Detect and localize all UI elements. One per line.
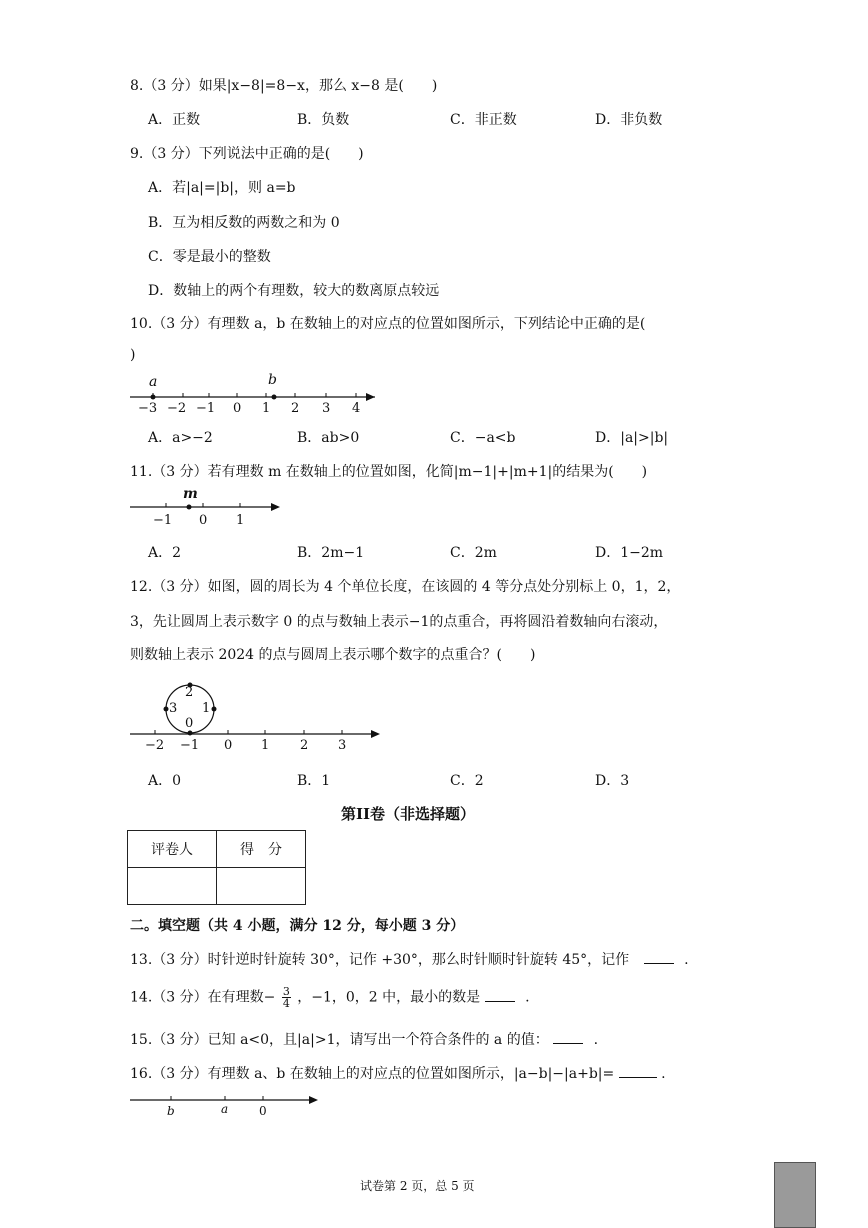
q10-tick: −2: [167, 401, 187, 416]
q10-tick: 0: [233, 401, 242, 416]
q12-option-c: C．2: [450, 773, 484, 789]
q16: [130, 1063, 666, 1083]
q10-option-c: C．−a<b: [450, 430, 516, 446]
q16-end: .: [661, 1066, 666, 1082]
q12-tick: 2: [300, 738, 309, 753]
q10-text-end: ): [130, 347, 136, 363]
q13-blank[interactable]: [644, 951, 674, 964]
section2-title: 二。填空题（共 4 小题，满分 12 分，每小题 3 分）: [130, 918, 465, 934]
q15-end: .: [593, 1032, 599, 1048]
page-footer: 试卷第 2 页，总 5 页: [360, 1179, 475, 1193]
q16-label-b: b: [167, 1104, 175, 1118]
q11-option-c: C．2m: [450, 545, 497, 561]
q11-tick: 1: [236, 513, 245, 528]
q11-label-m: m: [183, 486, 198, 502]
q14-end: .: [525, 989, 530, 1006]
q13-text: 13.（3 分）时针逆时针旋转 30°，记作 +30°，那么时针顺时针旋转 45°，记作: [130, 952, 630, 968]
q11-option-b: B．2m−1: [297, 545, 365, 561]
page-edge-tab: [774, 1162, 816, 1228]
q10-point-b: [272, 395, 277, 400]
q10-tick: 2: [291, 401, 300, 416]
q10-number-line: [130, 393, 375, 401]
score-header: 得 分: [217, 831, 306, 868]
q14-post: ，−1，0，2 中，最小的数是: [297, 989, 481, 1006]
q14-fraction: [282, 986, 291, 1009]
q11-tick: 0: [199, 513, 208, 528]
q12-figure: [130, 683, 380, 739]
q12-circle-label-0: 0: [185, 716, 194, 731]
q15-text: 15.（3 分）已知 a<0，且|a|>1，请写出一个符合条件的 a 的值：: [130, 1032, 549, 1048]
q12-tick: −1: [180, 738, 200, 753]
q10-label-b: b: [268, 372, 277, 388]
q12-option-a: A．0: [148, 773, 182, 789]
q8-option-b: B．负数: [297, 112, 350, 128]
q11-point-m: [187, 505, 192, 510]
q14: [130, 986, 530, 1009]
q10-point-a: [151, 395, 156, 400]
q12-tick: 1: [261, 738, 270, 753]
q12-tick: 0: [224, 738, 233, 753]
q8-text: 8.（3 分）如果|x−8|=8−x，那么 x−8 是( ): [130, 78, 438, 94]
q8-option-a: A．正数: [148, 112, 201, 128]
q13-end: .: [684, 952, 689, 968]
q9-option-a: A．若|a|=|b|，则 a=b: [148, 180, 296, 196]
q12-option-b: B．1: [297, 773, 331, 789]
q13: [130, 949, 689, 969]
q14-blank[interactable]: [485, 989, 515, 1002]
q11-option-d: D．1−2m: [595, 545, 664, 561]
q12-circle-label-1: 1: [202, 701, 211, 716]
q10-option-a: A．a>−2: [148, 430, 213, 446]
q10-tick: −3: [138, 401, 158, 416]
q8-option-d: D．非负数: [595, 112, 663, 128]
reviewer-cell: [128, 868, 217, 905]
score-table: [127, 830, 306, 905]
q14-frac-den: 4: [282, 997, 290, 1010]
q16-label-a: a: [221, 1102, 229, 1116]
q10-tick: 1: [262, 401, 271, 416]
q15-blank[interactable]: [553, 1031, 583, 1044]
q10-tick: 4: [352, 401, 361, 416]
q15: [130, 1029, 598, 1049]
q14-frac-num: 3: [282, 985, 290, 998]
q12-tick: −2: [145, 738, 165, 753]
q10-tick: 3: [322, 401, 331, 416]
q10-label-a: a: [149, 374, 158, 390]
q10-option-b: B．ab>0: [297, 430, 360, 446]
q8-option-c: C．非正数: [450, 112, 517, 128]
q9-option-d: D．数轴上的两个有理数，较大的数离原点较远: [148, 283, 440, 299]
score-cell: [217, 868, 306, 905]
q12-option-d: D．3: [595, 773, 630, 789]
q16-blank[interactable]: [619, 1065, 657, 1078]
q9-option-c: C．零是最小的整数: [148, 249, 271, 265]
reviewer-header: 评卷人: [128, 831, 217, 868]
q12-line2: 3，先让圆周上表示数字 0 的点与数轴上表示−1的点重合，再将圆沿着数轴向右滚动，: [130, 614, 668, 630]
q9-text: 9.（3 分）下列说法中正确的是( ): [130, 146, 364, 162]
q14-pre: 14.（3 分）在有理数−: [130, 989, 276, 1006]
q12-circle-label-3: 3: [169, 701, 178, 716]
q10-text: 10.（3 分）有理数 a，b 在数轴上的对应点的位置如图所示，下列结论中正确的是(: [130, 316, 646, 332]
q11-number-line: [130, 503, 280, 511]
q11-tick: −1: [153, 513, 173, 528]
q16-label-0: 0: [259, 1104, 267, 1118]
q12-line1: 12.（3 分）如图，圆的周长为 4 个单位长度，在该圆的 4 等分点处分别标上 0，1，2，: [130, 579, 681, 595]
q11-option-a: A．2: [148, 545, 182, 561]
q9-option-b: B．互为相反数的两数之和为 0: [148, 215, 340, 231]
q12-circle-label-2: 2: [185, 685, 194, 700]
q12-line3: 则数轴上表示 2024 的点与圆周上表示哪个数字的点重合？( ): [130, 647, 536, 663]
q10-option-d: D．|a|>|b|: [595, 430, 669, 446]
part2-title: 第II卷（非选择题）: [341, 805, 476, 823]
q16-text: 16.（3 分）有理数 a、b 在数轴上的对应点的位置如图所示，|a−b|−|a+b|=: [130, 1066, 615, 1082]
q10-tick: −1: [196, 401, 216, 416]
q11-text: 11.（3 分）若有理数 m 在数轴上的位置如图，化简|m−1|+|m+1|的结果为( ): [130, 464, 648, 480]
q12-tick: 3: [338, 738, 347, 753]
